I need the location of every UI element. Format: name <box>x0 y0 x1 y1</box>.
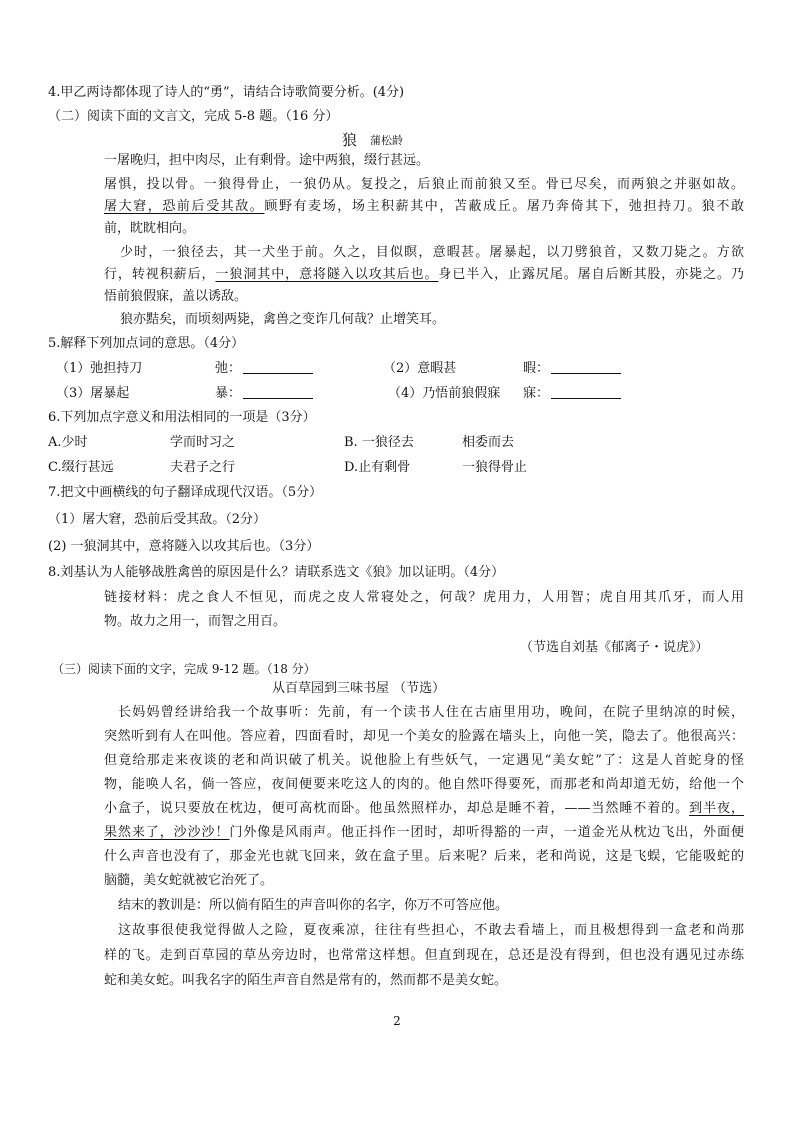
passage-line-3: 但竟给那走来夜谈的老和尚识破了机关。说他脸上有些妖气，一定遇见“美女蛇”了：这是人首蛇身的怪 <box>104 753 744 768</box>
answer-blank[interactable] <box>243 384 313 399</box>
q7-sentence-2: (2) 一狼洞其中，意将隧入以攻其后也。（3分） <box>48 539 320 554</box>
q6-option-a: A.少时 学而时习之 <box>48 435 236 450</box>
underlined-sentence-3-cont: 果然来了，沙沙沙！ <box>104 825 230 840</box>
wolf-para-3-line-3: 悟前狼假寐，盖以诱敌。 <box>104 289 248 304</box>
passage-line-12: 蛇和美女蛇。叫我名字的陌生声音自然是常有的，然而都不是美女蛇。 <box>104 973 508 988</box>
wolf-para-2-line-2: 屠大窘，恐前后受其敌。顾野有麦场，场主积薪其中，苫蔽成丘。屠乃奔倚其下，弛担持刀。狼不敢 <box>104 199 744 214</box>
q6-option-c: C.缀行甚远 夫君子之行 <box>48 460 236 475</box>
passage-line-7: 什么声音也没有了，那金光也就飞回来，敛在盒子里。后来呢？后来，老和尚说，这是飞蜈，它能吸蛇的 <box>104 849 744 864</box>
underlined-sentence-3: 到半夜， <box>689 801 744 816</box>
wolf-para-2-line-3: 前，眈眈相向。 <box>104 221 196 236</box>
wolf-para-4: 狼亦黠矣，而顷刻两毙，禽兽之变诈几何哉？止增笑耳。 <box>120 312 446 327</box>
question-7-prompt: 7.把文中画横线的句子翻译成现代汉语。（5分） <box>48 485 323 500</box>
q5-item-2: （2）意暇甚 暇： <box>383 359 456 379</box>
wolf-para-3-line-2: 行，转视积薪后，一狼洞其中，意将隧入以攻其后也。身已半入，止露尻尾。屠自后断其股，亦毙之。乃 <box>104 267 744 282</box>
passage-title: 从百草园到三味书屋 （节选） <box>272 681 446 696</box>
section-3-header: （三）阅读下面的文字，完成 9-12 题。（18 分） <box>52 662 316 676</box>
question-8-prompt: 8.刘基认为人能够战胜禽兽的原因是什么？请联系选文《狼》加以证明。（4分） <box>48 565 505 580</box>
q8-link-material-line-2: 物。故力之用一，而智之用百。 <box>104 614 287 629</box>
q5-item-1: （1）弛担持刀 弛： <box>56 359 142 379</box>
passage-line-9: 结末的教训是：所以倘有陌生的声音叫你的名字，你万不可答应他。 <box>118 898 509 913</box>
passage-line-8: 脑髓，美女蛇就被它治死了。 <box>104 873 274 888</box>
question-5-prompt: 5.解释下列加点词的意思。（4分） <box>48 336 245 351</box>
wolf-para-2-line-1: 屠惧，投以骨。一狼得骨止，一狼仍从。复投之，后狼止而前狼又至。骨已尽矣，而两狼之并驱如故。 <box>104 177 744 192</box>
passage-line-5: 小盒子，说只要放在枕边，便可高枕而卧。他虽然照样办，却总是睡不着，——当然睡不着的。到半夜， <box>104 801 744 816</box>
wolf-para-3-line-1: 少时，一狼径去，其一犬坐于前。久之，目似瞑，意暇甚。屠暴起，以刀劈狼首，又数刀毙之。方欲 <box>120 245 744 260</box>
passage-line-10: 这故事很使我觉得做人之险，夏夜乘凉，往往有些担心，不敢去看墙上，而且极想得到一盒老和尚那 <box>118 923 744 938</box>
q5-item-3: （3）屠暴起 暴： <box>56 384 129 404</box>
section-2-header: （二）阅读下面的文言文，完成 5-8 题。（16 分） <box>48 109 339 124</box>
q5-item-4: （4）乃悟前狼假寐 寐： <box>388 384 500 404</box>
q6-option-d: D.止有剩骨 一狼得骨止 <box>344 460 528 475</box>
passage-line-1: 长妈妈曾经讲给我一个故事听：先前，有一个读书人住在古庙里用功，晚间，在院子里纳凉的时候， <box>118 705 744 720</box>
q8-link-material-line-1: 链接材料：虎之食人不恒见，而虎之皮人常寝处之，何哉？虎用力，人用智；虎自用其爪牙，而人用 <box>104 590 744 605</box>
answer-blank[interactable] <box>243 359 313 374</box>
q6-option-b: B. 一狼径去 相委而去 <box>344 435 515 450</box>
question-6-prompt: 6.下列加点字意义和用法相同的一项是（3分） <box>48 410 316 425</box>
passage-line-4: 物，能唤人名，倘一答应，夜间便要来吃这人的肉的。他自然吓得要死，而那老和尚却道无妨，给他一个 <box>104 777 744 792</box>
q8-source: （节选自刘基《郁离子・说虎》） <box>520 640 709 655</box>
underlined-sentence-1: 屠大窘，恐前后受其敌。 <box>104 199 265 214</box>
answer-blank[interactable] <box>551 359 621 374</box>
question-4: 4.甲乙两诗都体现了诗人的“勇”，请结合诗歌简要分析。(4分) <box>48 85 405 100</box>
answer-blank[interactable] <box>551 384 621 399</box>
underlined-sentence-2: 一狼洞其中，意将隧入以攻其后也。 <box>215 267 439 282</box>
q7-sentence-1: （1）屠大窘，恐前后受其敌。（2分） <box>48 512 267 527</box>
passage-line-6: 果然来了，沙沙沙！门外像是风雨声。他正抖作一团时，却听得豁的一声，一道金光从枕边飞出，外面便 <box>104 825 744 840</box>
wolf-author: 蒲松龄 <box>370 134 403 147</box>
wolf-title: 狼 <box>342 131 358 149</box>
passage-line-11: 样的飞。走到百草园的草丛旁边时，也常常这样想。但直到现在，总还是没有得到，但也没有遇见过赤练 <box>104 948 744 963</box>
page-number: 2 <box>393 1014 401 1028</box>
passage-line-2: 突然听到有人在叫他。答应着，四面看时，却见一个美女的脸露在墙头上，向他一笑，隐去了。他很高兴： <box>104 729 744 744</box>
wolf-para-1: 一屠晚归，担中肉尽，止有剩骨。途中两狼，缀行甚远。 <box>104 153 430 168</box>
